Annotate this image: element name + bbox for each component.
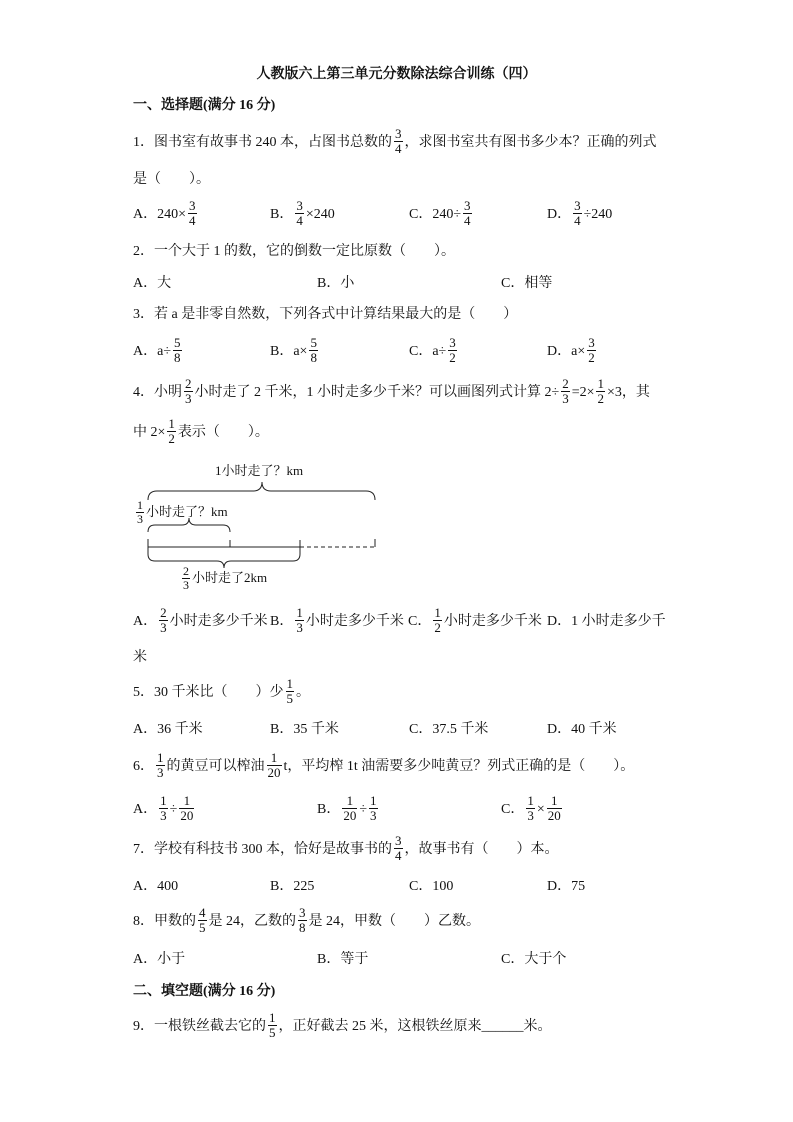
fraction-denominator: 2 xyxy=(449,350,456,366)
q8-stem xyxy=(133,904,480,940)
text-segment: A． xyxy=(133,802,158,817)
section-heading-multiple-choice: 一、选择题(满分 16 分) xyxy=(133,98,276,113)
fraction-numerator: 1 xyxy=(597,376,604,392)
fraction xyxy=(561,377,570,406)
text-segment: 8．甲数的 xyxy=(133,914,196,929)
text-segment: D．75 xyxy=(547,879,586,894)
text-segment: t，平均榨 1t 油需要多少吨黄豆？列式正确的是（ ）。 xyxy=(283,759,635,774)
text-segment: B． xyxy=(317,802,341,817)
fraction-numerator: 5 xyxy=(174,335,181,351)
fraction xyxy=(286,677,295,706)
text-segment: ，求图书室共有图书多少本？正确的列式 xyxy=(404,135,657,150)
fraction-denominator: 4 xyxy=(296,213,303,229)
fraction xyxy=(394,127,403,156)
text-segment: ÷240 xyxy=(583,207,613,222)
fraction xyxy=(369,794,378,823)
text-segment: A．大 xyxy=(133,276,172,291)
fraction-numerator: 1 xyxy=(157,750,164,766)
fraction-denominator: 2 xyxy=(168,431,175,447)
text-segment: 小时走多少千米 xyxy=(169,614,268,629)
text-segment: 5．30 千米比（ ）少 xyxy=(133,685,284,700)
fraction xyxy=(526,794,535,823)
fraction xyxy=(463,199,472,228)
text-segment: B． xyxy=(270,614,294,629)
text-segment: C． xyxy=(408,614,432,629)
q1-option-a xyxy=(133,197,199,233)
text-segment: 7．学校有科技书 300 本，恰好是故事书的 xyxy=(133,842,392,857)
fraction xyxy=(448,336,457,365)
text-segment: 米 xyxy=(133,650,147,665)
text-segment: D．1 小时走多少千 xyxy=(547,614,666,629)
q4-stem-line-1 xyxy=(133,375,650,411)
fraction-denominator: 20 xyxy=(343,808,357,824)
fraction xyxy=(182,565,190,592)
fraction xyxy=(184,377,193,406)
fraction-numerator: 1 xyxy=(346,793,354,809)
text-segment: 是（ ）。 xyxy=(133,172,210,187)
q2-stem xyxy=(133,234,455,270)
fraction-denominator: 5 xyxy=(269,1025,276,1041)
text-segment: × xyxy=(536,802,545,817)
fraction xyxy=(298,906,307,935)
fraction-denominator: 3 xyxy=(183,577,189,592)
fraction-numerator: 3 xyxy=(395,833,402,849)
fraction xyxy=(547,794,562,823)
text-segment: B．等于 xyxy=(317,952,369,967)
fraction-denominator: 3 xyxy=(296,620,303,636)
q6-stem xyxy=(133,749,634,785)
fraction-numerator: 1 xyxy=(168,416,175,432)
q5-stem xyxy=(133,675,310,711)
fraction-numerator: 1 xyxy=(434,605,441,621)
text-segment: 是 24，甲数（ ）乙数。 xyxy=(308,914,480,929)
fraction xyxy=(188,199,197,228)
fraction xyxy=(159,794,168,823)
text-segment: 是 24，乙数的 xyxy=(208,914,296,929)
q7-option-d xyxy=(547,869,585,905)
fraction-denominator: 20 xyxy=(267,765,281,781)
fraction-denominator: 4 xyxy=(464,213,471,229)
fraction-denominator: 3 xyxy=(137,511,143,526)
text-segment: 的黄豆可以榨油 xyxy=(166,759,265,774)
q9-stem xyxy=(133,1009,552,1045)
q8-option-a xyxy=(133,942,185,978)
diagram-known-label xyxy=(180,560,267,596)
fraction-denominator: 20 xyxy=(180,808,194,824)
fraction-numerator: 1 xyxy=(551,793,558,809)
fraction xyxy=(596,377,605,406)
text-segment: D．a× xyxy=(547,344,586,359)
section-heading-fill-in: 二、填空题(满分 16 分) xyxy=(133,984,276,999)
fraction-denominator: 2 xyxy=(588,350,595,366)
fraction-numerator: 3 xyxy=(299,905,306,921)
fraction-numerator: 1 xyxy=(270,750,278,766)
fraction-denominator: 2 xyxy=(434,620,441,636)
text-segment: 小时走了 2 千米，1 小时走多少千米？可以画图列式计算 2÷ xyxy=(194,385,560,400)
text-segment: C．a÷ xyxy=(409,344,447,359)
text-segment: A．400 xyxy=(133,879,179,894)
q7-stem xyxy=(133,832,559,868)
text-segment: A．小于 xyxy=(133,952,186,967)
q4-option-a xyxy=(133,604,268,640)
fraction-denominator: 4 xyxy=(189,213,196,229)
fraction-numerator: 2 xyxy=(183,563,189,578)
text-segment: A．a÷ xyxy=(133,344,172,359)
fraction-denominator: 5 xyxy=(286,691,293,707)
text-segment: =2× xyxy=(571,385,595,400)
q1-option-d xyxy=(547,197,612,233)
text-segment: C．37.5 千米 xyxy=(409,722,489,737)
q4-stem-line-2 xyxy=(133,415,269,451)
text-segment: ×3，其 xyxy=(606,385,650,400)
text-segment: C．相等 xyxy=(501,276,553,291)
q3-option-b xyxy=(270,334,320,370)
q3-option-a xyxy=(133,334,184,370)
q3-option-d xyxy=(547,334,598,370)
fraction-numerator: 1 xyxy=(286,676,293,692)
text-segment: 9．一根铁丝截去它的 xyxy=(133,1019,266,1034)
fraction-numerator: 3 xyxy=(449,335,456,351)
text-segment: 中 2× xyxy=(133,425,166,440)
fraction-denominator: 2 xyxy=(597,391,604,407)
q5-option-a xyxy=(133,712,203,748)
text-segment: B．小 xyxy=(317,276,355,291)
fraction-numerator: 1 xyxy=(269,1010,276,1026)
text-segment: 小时走多少千米 xyxy=(305,614,404,629)
q8-option-b xyxy=(317,942,368,978)
text-segment: B．a× xyxy=(270,344,308,359)
text-segment: 2．一个大于 1 的数，它的倒数一定比原数（ ）。 xyxy=(133,244,455,259)
fraction xyxy=(159,606,168,635)
fraction-denominator: 4 xyxy=(574,213,581,229)
fraction xyxy=(267,751,282,780)
text-segment: ，正好截去 25 米，这根铁丝原来______米。 xyxy=(278,1019,552,1034)
fraction-denominator: 4 xyxy=(395,848,402,864)
fraction xyxy=(268,1011,277,1040)
fraction-denominator: 3 xyxy=(157,765,164,781)
text-segment: ，故事书有（ ）本。 xyxy=(404,842,559,857)
fraction xyxy=(295,199,304,228)
q6-option-c xyxy=(501,792,564,828)
fraction xyxy=(342,794,357,823)
text-segment: 6． xyxy=(133,759,154,774)
fraction-denominator: 3 xyxy=(160,620,167,636)
fraction-denominator: 4 xyxy=(395,141,402,157)
worksheet-title: 人教版六上第三单元分数除法综合训练（四） xyxy=(256,67,537,82)
q3-option-c xyxy=(409,334,459,370)
text-segment: ×240 xyxy=(305,207,335,222)
fraction-numerator: 3 xyxy=(189,198,196,214)
text-segment: A．36 千米 xyxy=(133,722,203,737)
fraction-numerator: 3 xyxy=(588,335,595,351)
fraction xyxy=(587,336,596,365)
text-segment: D． xyxy=(547,207,572,222)
text-segment: C．100 xyxy=(409,879,454,894)
fraction-denominator: 3 xyxy=(185,391,192,407)
text-segment: ÷ xyxy=(359,802,368,817)
fraction-numerator: 1 xyxy=(137,497,143,512)
text-segment: B．225 xyxy=(270,879,315,894)
q7-option-b xyxy=(270,869,314,905)
text-segment: C．240÷ xyxy=(409,207,462,222)
q3-stem xyxy=(133,297,517,333)
fraction-denominator: 8 xyxy=(174,350,181,366)
fraction-numerator: 3 xyxy=(574,198,581,214)
text-segment: 3．若 a 是非零自然数，下列各式中计算结果最大的是（ ） xyxy=(133,307,518,322)
fraction-denominator: 3 xyxy=(527,808,534,824)
fraction-numerator: 3 xyxy=(464,198,471,214)
fraction-numerator: 1 xyxy=(527,793,534,809)
q4-option-d-continued xyxy=(133,640,147,676)
text-segment: C． xyxy=(501,802,525,817)
fraction-numerator: 4 xyxy=(199,905,206,921)
fraction-denominator: 20 xyxy=(547,808,561,824)
text-segment: D．40 千米 xyxy=(547,722,617,737)
fraction-denominator: 3 xyxy=(160,808,167,824)
text-segment: 。 xyxy=(296,685,310,700)
fraction-numerator: 3 xyxy=(296,198,303,214)
q6-option-b xyxy=(317,792,380,828)
fraction-numerator: 5 xyxy=(310,335,317,351)
q8-option-c xyxy=(501,942,566,978)
fraction xyxy=(198,906,207,935)
q7-option-a xyxy=(133,869,178,905)
text-segment: 小时走了2km xyxy=(192,570,268,585)
q1-stem-line-2 xyxy=(133,162,210,198)
fraction-denominator: 3 xyxy=(562,391,569,407)
q5-option-d xyxy=(547,712,617,748)
fraction-numerator: 1 xyxy=(370,793,377,809)
fraction xyxy=(295,606,304,635)
fraction xyxy=(156,751,165,780)
text-segment: A． xyxy=(133,614,158,629)
fraction-numerator: 1 xyxy=(183,793,191,809)
fraction-numerator: 3 xyxy=(395,126,402,142)
text-segment: 表示（ ）。 xyxy=(177,425,269,440)
fraction xyxy=(573,199,582,228)
q5-option-c xyxy=(409,712,488,748)
fraction-numerator: 2 xyxy=(562,376,569,392)
text-segment: 小时走了？km xyxy=(146,504,228,519)
q4-option-b xyxy=(270,604,404,640)
fraction-denominator: 8 xyxy=(299,920,306,936)
fraction-denominator: 3 xyxy=(370,808,377,824)
fraction xyxy=(136,499,144,526)
fraction xyxy=(173,336,182,365)
text-segment: ÷ xyxy=(169,802,178,817)
text-segment: 4．小明 xyxy=(133,385,182,400)
q1-option-c xyxy=(409,197,474,233)
fraction-numerator: 2 xyxy=(185,376,192,392)
diagram-whole-label: 1小时走了？km xyxy=(215,463,304,478)
q4-option-d xyxy=(547,604,666,640)
q5-option-b xyxy=(270,712,339,748)
text-segment: 1．图书室有故事书 240 本，占图书总数的 xyxy=(133,135,392,150)
q7-option-c xyxy=(409,869,453,905)
fraction-numerator: 2 xyxy=(160,605,167,621)
text-segment: B． xyxy=(270,207,294,222)
q4-option-c xyxy=(408,604,542,640)
q1-option-b xyxy=(270,197,335,233)
q1-stem-line-1 xyxy=(133,125,657,161)
diagram-part-label xyxy=(134,494,228,530)
fraction xyxy=(394,834,403,863)
fraction xyxy=(179,794,194,823)
text-segment: A．240× xyxy=(133,207,187,222)
text-segment: B．35 千米 xyxy=(270,722,339,737)
fraction-denominator: 8 xyxy=(310,350,317,366)
fraction xyxy=(167,417,176,446)
text-segment: 小时走多少千米 xyxy=(443,614,542,629)
text-segment: C．大于个 xyxy=(501,952,567,967)
fraction xyxy=(433,606,442,635)
fraction xyxy=(309,336,318,365)
fraction-numerator: 1 xyxy=(160,793,167,809)
fraction-denominator: 5 xyxy=(199,920,206,936)
fraction-numerator: 1 xyxy=(296,605,303,621)
q6-option-a xyxy=(133,792,196,828)
